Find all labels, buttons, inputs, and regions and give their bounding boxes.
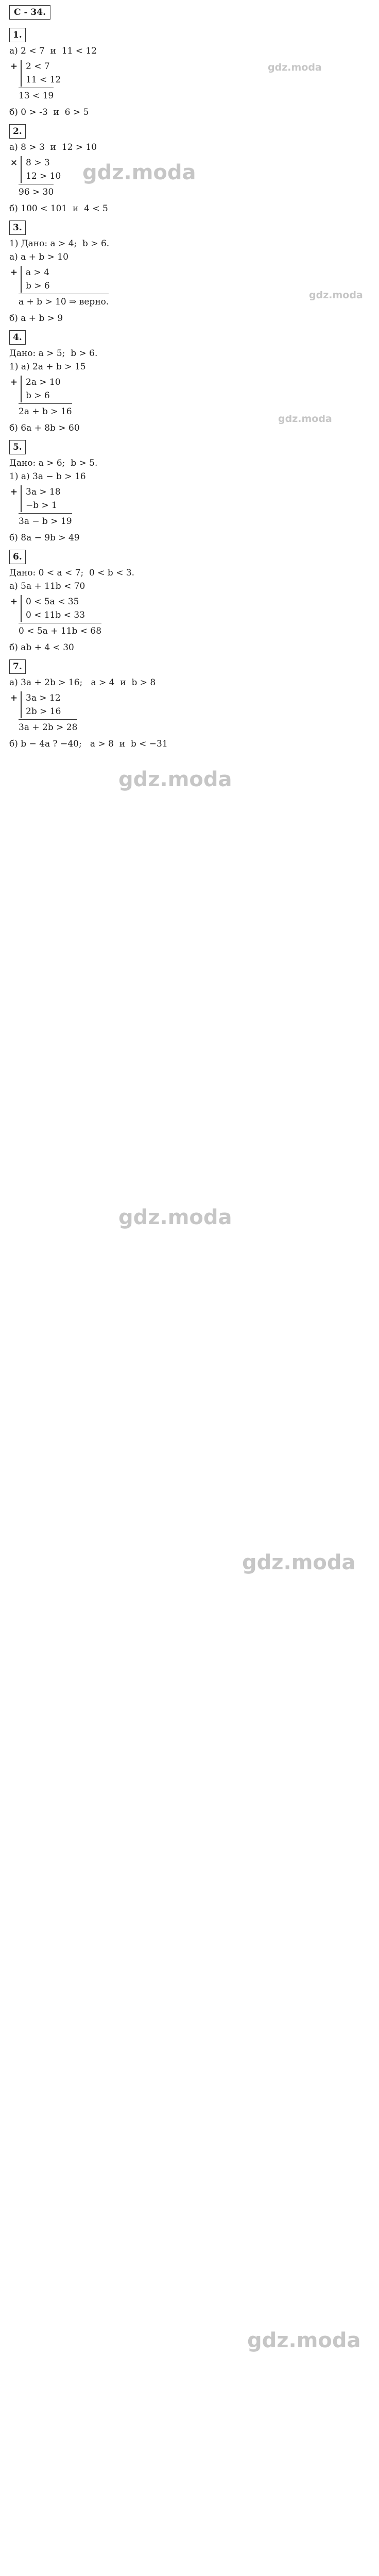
solution-line: Дано: a > 6; b > 5.	[9, 458, 98, 468]
solution-line: 1) Дано: a > 4; b > 6.	[9, 239, 110, 249]
inequality-row: −b > 1	[26, 500, 57, 511]
inequality-system	[21, 485, 72, 512]
inequality-row: 2a > 10	[26, 377, 61, 387]
watermark: gdz.moda	[82, 161, 196, 184]
solution-line: Дано: 0 < a < 7; 0 < b < 3.	[9, 568, 135, 578]
inequality-row: b > 6	[26, 281, 50, 291]
inequality-result: 13 < 19	[19, 88, 54, 103]
solution-line: б) b − 4a ? −40; a > 8 и b < −31	[9, 739, 168, 749]
inequality-result: 0 < 5a + 11b < 68	[19, 623, 101, 638]
watermark: gdz.moda	[247, 2329, 361, 2352]
solution-line: Дано: a > 5; b > 6.	[9, 348, 98, 359]
solution-line: а) a + b > 10	[9, 252, 68, 262]
section	[9, 550, 370, 654]
inequality-row: 12 > 10	[26, 171, 61, 181]
solution-line: а) 8 > 3 и 12 > 10	[9, 142, 97, 152]
watermark: gdz.moda	[242, 1551, 356, 1574]
inequality-row: b > 6	[26, 391, 50, 401]
watermark: gdz.moda	[268, 62, 322, 73]
inequality-row: 11 < 12	[26, 75, 61, 85]
inequality-result: 3a − b > 19	[19, 513, 72, 528]
section-number: 6.	[9, 550, 26, 564]
inequality-block	[9, 485, 370, 528]
solution-line: б) ab + 4 < 30	[9, 642, 74, 653]
solution-line: б) 8a − 9b > 49	[9, 533, 80, 543]
section	[9, 659, 370, 751]
sections-container	[9, 28, 370, 751]
solution-line: 1) а) 3a − b > 16	[9, 471, 86, 482]
inequality-row: a > 4	[26, 267, 50, 278]
solution-line: б) 0 > -3 и 6 > 5	[9, 107, 89, 117]
section-number: 7.	[9, 659, 26, 674]
section	[9, 124, 370, 215]
watermark: gdz.moda	[118, 1206, 232, 1229]
inequality-row: 8 > 3	[26, 158, 50, 168]
inequality-system	[21, 266, 109, 293]
inequality-block	[9, 266, 370, 309]
solution-line: а) 5a + 11b < 70	[9, 581, 85, 591]
inequality-result: 96 > 30	[19, 184, 54, 199]
inequality-row: 0 < 11b < 33	[26, 610, 85, 620]
watermark: gdz.moda	[278, 413, 332, 425]
solution-line: а) 3a + 2b > 16; a > 4 и b > 8	[9, 677, 156, 688]
page-title: С - 34.	[9, 5, 50, 20]
inequality-row: 2b > 16	[26, 706, 61, 717]
section	[9, 330, 370, 435]
inequality-block	[9, 595, 370, 638]
solution-line: б) a + b > 9	[9, 313, 63, 324]
inequality-system	[21, 376, 72, 402]
operation-sign: +	[10, 61, 18, 72]
section-number: 2.	[9, 124, 26, 139]
inequality-result: 3a + 2b > 28	[19, 719, 77, 734]
watermark: gdz.moda	[309, 290, 363, 301]
operation-sign: +	[10, 487, 18, 497]
inequality-system	[21, 595, 101, 622]
inequality-row: 0 < 5a < 35	[26, 597, 79, 607]
inequality-block	[9, 156, 370, 199]
inequality-block	[9, 60, 370, 103]
inequality-row: 3a > 12	[26, 693, 61, 703]
operation-sign: +	[10, 267, 18, 278]
section	[9, 221, 370, 325]
section-number: 1.	[9, 28, 26, 42]
watermark: gdz.moda	[118, 768, 232, 791]
solution-line: 1) а) 2a + b > 15	[9, 362, 86, 372]
inequality-row: 3a > 18	[26, 487, 61, 497]
inequality-system	[21, 60, 61, 87]
inequality-result: 2a + b > 16	[19, 403, 72, 418]
section	[9, 28, 370, 119]
inequality-result: a + b > 10 ⇒ верно.	[19, 294, 109, 309]
inequality-system	[21, 156, 61, 183]
operation-sign: +	[10, 597, 18, 607]
section	[9, 440, 370, 545]
operation-sign: ×	[10, 158, 18, 168]
section-number: 5.	[9, 440, 26, 454]
solution-line: б) 100 < 101 и 4 < 5	[9, 204, 108, 214]
operation-sign: +	[10, 377, 18, 387]
solution-line: а) 2 < 7 и 11 < 12	[9, 46, 97, 56]
inequality-block	[9, 691, 370, 734]
section-number: 3.	[9, 221, 26, 235]
operation-sign: +	[10, 693, 18, 703]
section-number: 4.	[9, 330, 26, 345]
inequality-system	[21, 691, 77, 718]
inequality-row: 2 < 7	[26, 61, 50, 72]
inequality-block	[9, 376, 370, 418]
solution-line: б) 6a + 8b > 60	[9, 423, 80, 433]
